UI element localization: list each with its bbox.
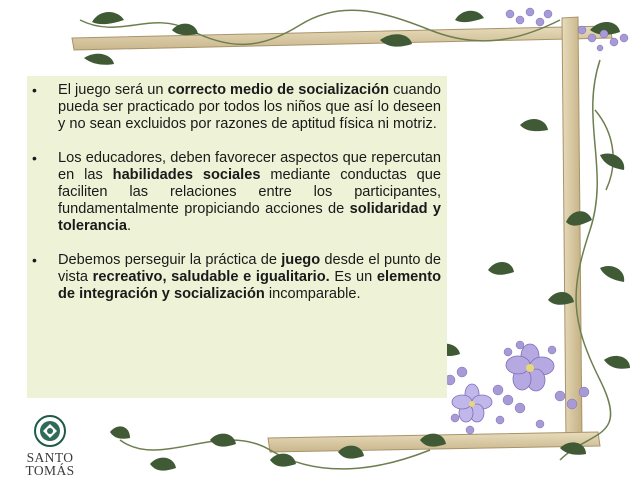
bullet-dot: • [32,150,37,166]
bullet-text-1-seg-1: correcto medio de socialización [167,82,390,98]
bullet-item-1 [27,82,447,133]
bullet-text-3-seg-3: recreativo, saludable e igualitario. [92,269,330,285]
bullet-text-3-seg-0: Debemos perseguir la práctica de [58,252,282,268]
bullet-text-2-seg-0: Los educadores, deben favorecer aspectos que repercutan en las [58,150,441,183]
bullet-text-3-seg-6: incomparable. [264,286,361,302]
bullet-text-2-seg-4: . [126,218,132,234]
logo-text-line1: SANTO [26,450,74,465]
logo-text-line2: TOMÁS [25,463,75,478]
bullet-text-3-seg-1: juego [281,252,321,268]
bullet-text-3-seg-2: desde el punto de vista [58,252,441,285]
bullet-item-3 [27,252,447,303]
trellis-top-beam [72,26,612,50]
bullet-text-2-seg-2: mediante conductas que faciliten las relaciones entre los participantes, fundamentalmente propiciando acciones de [58,167,441,217]
bullet-item-2 [27,150,447,235]
bullet-text-3-seg-4: Es un [329,269,377,285]
bullet-text-2-seg-3: solidaridad y tolerancia [58,201,441,234]
bullet-dot: • [32,252,37,268]
trellis-right-post [562,17,582,441]
bullet-text-1-seg-0: El juego será un [58,82,168,98]
seal-icon [32,414,68,448]
bullet-text-2-seg-1: habilidades sociales [112,167,261,183]
bullet-dot: • [32,82,37,98]
bullet-list [27,82,447,320]
bullet-text-3-seg-5: elemento de integración y socialización [58,269,441,302]
bullet-text-1-seg-2: cuando pueda ser practicado por todos los niños que así lo deseen y no sean excluidos por razones de aptitud física ni motriz. [58,82,441,132]
university-logo [8,414,92,478]
